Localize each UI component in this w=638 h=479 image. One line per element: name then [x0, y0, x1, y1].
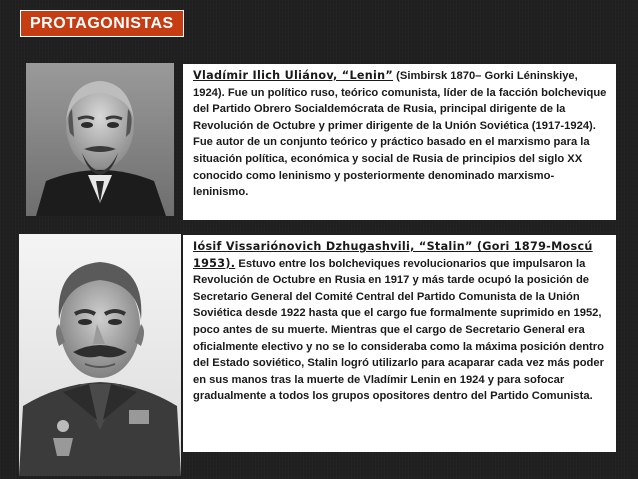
stalin-portrait-image	[19, 234, 181, 476]
stalin-body: Estuvo entre los bolcheviques revolucionarios que impulsaron la Revolución de Octubre en Rusia en 1917 y más tarde ocupó la posición de Secretario General del Comité Central del Partido Comunista de la Unión Soviética desde 1922 hasta que el cargo fue formalmente suprimido en 1952, poco antes de su muerte. Mientras que el cargo de Secretario General era oficialmente electivo y no se lo consideraba como la máxima posición dentro del Estado soviético, Stalin logró utilizarlo para acaparar cada vez más poder en sus manos tras la muerte de Vladímir Lenin en 1924 y para sofocar gradualmente a todos los grupos opositores dentro del Partido Comunista.	[193, 257, 604, 403]
stalin-bio-card	[183, 235, 616, 452]
lenin-portrait-image	[26, 63, 174, 216]
stalin-bio-paragraph	[193, 239, 608, 405]
lenin-photo	[26, 63, 174, 216]
lenin-bio-paragraph	[193, 68, 608, 134]
stalin-name: Iósif Vissariónovich Dzhugashvili, “Stalin” (Gori 1879-Moscú 1953).	[193, 240, 593, 270]
lenin-name: Vladímir Ilich Uliánov, “Lenin”	[193, 69, 394, 82]
section-title: PROTAGONISTAS	[30, 14, 174, 32]
section-title-box	[20, 10, 184, 37]
stalin-photo	[19, 234, 181, 476]
lenin-bio-body: Fue autor de un conjunto teórico y práctico basado en el marxismo para la situación política, económica y social de Rusia de principios del siglo XX conocido como leninismo y posteriormente denominado marxismo-leninismo.	[193, 136, 590, 199]
lenin-intro: (Simbirsk 1870– Gorki Léninskiye, 1924). Fue un político ruso, teórico comunista, líder de la facción bolchevique del Partido Obrero Socialdemócrata de Rusia, principal dirigente de la Revolución de Octubre y primer dirigente de la Unión Soviética (1917-1924).	[193, 70, 607, 132]
lenin-bio-card	[183, 64, 616, 220]
